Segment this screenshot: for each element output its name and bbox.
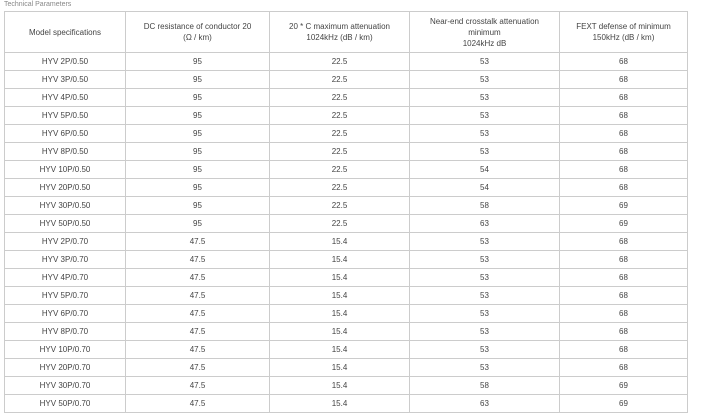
cell-value: 15.4: [270, 323, 410, 341]
cell-model: HYV 4P/0.50: [5, 89, 126, 107]
column-header-dc-resistance: [126, 12, 270, 53]
cell-model: HYV 4P/0.70: [5, 269, 126, 287]
cell-value: 22.5: [270, 197, 410, 215]
cell-value: 95: [126, 197, 270, 215]
cell-value: 15.4: [270, 359, 410, 377]
cell-value: 22.5: [270, 89, 410, 107]
cell-value: 47.5: [126, 341, 270, 359]
cell-value: 68: [560, 71, 688, 89]
cell-value: 69: [560, 197, 688, 215]
cell-value: 53: [410, 53, 560, 71]
table-row: [5, 71, 688, 89]
cell-value: 47.5: [126, 359, 270, 377]
table-caption: Technical Parameters: [4, 1, 72, 8]
cell-value: 63: [410, 215, 560, 233]
cell-model: HYV 10P/0.50: [5, 161, 126, 179]
table-row: [5, 359, 688, 377]
cell-value: 68: [560, 341, 688, 359]
table-row: [5, 377, 688, 395]
cell-value: 54: [410, 161, 560, 179]
cell-value: 53: [410, 359, 560, 377]
table-row: [5, 53, 688, 71]
cell-value: 15.4: [270, 287, 410, 305]
cell-value: 68: [560, 107, 688, 125]
cell-value: 47.5: [126, 305, 270, 323]
table-header-row: [5, 12, 688, 53]
cell-value: 68: [560, 233, 688, 251]
cell-value: 15.4: [270, 305, 410, 323]
cell-value: 22.5: [270, 143, 410, 161]
cell-value: 69: [560, 215, 688, 233]
cell-value: 95: [126, 125, 270, 143]
table-row: [5, 179, 688, 197]
cell-value: 47.5: [126, 233, 270, 251]
cell-value: 22.5: [270, 71, 410, 89]
table-row: [5, 323, 688, 341]
cell-value: 95: [126, 161, 270, 179]
cell-value: 95: [126, 107, 270, 125]
column-header-fext-line1: FEXT defense of minimum: [576, 22, 671, 31]
cell-model: HYV 50P/0.70: [5, 395, 126, 413]
cell-value: 95: [126, 215, 270, 233]
column-header-near-end-crosstalk-line2: 1024kHz dB: [462, 38, 507, 48]
column-header-fext-line2: 150kHz (dB / km): [592, 33, 655, 42]
cell-model: HYV 3P/0.50: [5, 71, 126, 89]
table-row: [5, 251, 688, 269]
table-row: [5, 197, 688, 215]
cell-value: 53: [410, 269, 560, 287]
table-header: [5, 12, 688, 53]
column-header-max-attenuation-line2: 1024kHz (dB / km): [306, 33, 373, 42]
cell-value: 15.4: [270, 251, 410, 269]
cell-value: 53: [410, 89, 560, 107]
technical-parameters-table: [4, 11, 688, 413]
table-row: [5, 287, 688, 305]
cell-value: 68: [560, 359, 688, 377]
cell-value: 53: [410, 323, 560, 341]
cell-value: 69: [560, 395, 688, 413]
cell-value: 22.5: [270, 107, 410, 125]
table-row: [5, 269, 688, 287]
column-header-model-line1: Model specifications: [28, 27, 102, 37]
cell-value: 68: [560, 161, 688, 179]
cell-model: HYV 6P/0.70: [5, 305, 126, 323]
cell-value: 53: [410, 287, 560, 305]
cell-value: 53: [410, 341, 560, 359]
cell-value: 69: [560, 377, 688, 395]
cell-value: 53: [410, 143, 560, 161]
cell-value: 68: [560, 53, 688, 71]
cell-value: 15.4: [270, 341, 410, 359]
cell-value: 53: [410, 233, 560, 251]
cell-value: 68: [560, 125, 688, 143]
cell-model: HYV 2P/0.70: [5, 233, 126, 251]
table-row: [5, 89, 688, 107]
cell-model: HYV 20P/0.50: [5, 179, 126, 197]
cell-value: 68: [560, 143, 688, 161]
column-header-fext: [560, 12, 688, 53]
cell-value: 68: [560, 179, 688, 197]
cell-value: 63: [410, 395, 560, 413]
cell-value: 95: [126, 179, 270, 197]
cell-value: 47.5: [126, 251, 270, 269]
cell-model: HYV 10P/0.70: [5, 341, 126, 359]
cell-model: HYV 8P/0.70: [5, 323, 126, 341]
column-header-dc-resistance-line1: DC resistance of conductor 20: [143, 22, 252, 31]
cell-value: 95: [126, 89, 270, 107]
cell-model: HYV 30P/0.70: [5, 377, 126, 395]
cell-value: 47.5: [126, 323, 270, 341]
table-row: [5, 233, 688, 251]
cell-value: 53: [410, 125, 560, 143]
cell-model: HYV 5P/0.70: [5, 287, 126, 305]
column-header-max-attenuation: [270, 12, 410, 53]
cell-value: 68: [560, 287, 688, 305]
cell-model: HYV 20P/0.70: [5, 359, 126, 377]
cell-model: HYV 2P/0.50: [5, 53, 126, 71]
cell-value: 47.5: [126, 377, 270, 395]
cell-model: HYV 8P/0.50: [5, 143, 126, 161]
table-row: [5, 395, 688, 413]
cell-value: 22.5: [270, 125, 410, 143]
cell-value: 22.5: [270, 215, 410, 233]
cell-value: 68: [560, 323, 688, 341]
column-header-max-attenuation-line1: 20 * C maximum attenuation: [289, 22, 390, 31]
cell-model: HYV 3P/0.70: [5, 251, 126, 269]
cell-value: 68: [560, 269, 688, 287]
cell-value: 15.4: [270, 377, 410, 395]
table-row: [5, 107, 688, 125]
cell-model: HYV 6P/0.50: [5, 125, 126, 143]
column-header-model: [5, 12, 126, 53]
cell-value: 53: [410, 71, 560, 89]
cell-value: 95: [126, 143, 270, 161]
cell-value: 68: [560, 89, 688, 107]
cell-value: 22.5: [270, 161, 410, 179]
cell-value: 15.4: [270, 395, 410, 413]
column-header-dc-resistance-line2: (Ω / km): [183, 33, 212, 42]
cell-value: 53: [410, 251, 560, 269]
cell-value: 53: [410, 107, 560, 125]
column-header-near-end-crosstalk-line1: Near-end crosstalk attenuation minimum: [430, 16, 539, 37]
cell-value: 68: [560, 305, 688, 323]
table-row: [5, 125, 688, 143]
cell-model: HYV 30P/0.50: [5, 197, 126, 215]
cell-value: 54: [410, 179, 560, 197]
column-header-near-end-crosstalk: [410, 12, 560, 53]
cell-value: 95: [126, 71, 270, 89]
table-row: [5, 215, 688, 233]
table-row: [5, 143, 688, 161]
cell-value: 47.5: [126, 287, 270, 305]
cell-value: 22.5: [270, 53, 410, 71]
cell-value: 58: [410, 197, 560, 215]
cell-value: 47.5: [126, 395, 270, 413]
cell-value: 47.5: [126, 269, 270, 287]
cell-value: 15.4: [270, 269, 410, 287]
table-body: [5, 53, 688, 413]
cell-value: 22.5: [270, 179, 410, 197]
cell-value: 58: [410, 377, 560, 395]
table-row: [5, 341, 688, 359]
cell-model: HYV 50P/0.50: [5, 215, 126, 233]
cell-value: 15.4: [270, 233, 410, 251]
table-row: [5, 305, 688, 323]
cell-value: 53: [410, 305, 560, 323]
cell-value: 68: [560, 251, 688, 269]
cell-model: HYV 5P/0.50: [5, 107, 126, 125]
cell-value: 95: [126, 53, 270, 71]
table-row: [5, 161, 688, 179]
